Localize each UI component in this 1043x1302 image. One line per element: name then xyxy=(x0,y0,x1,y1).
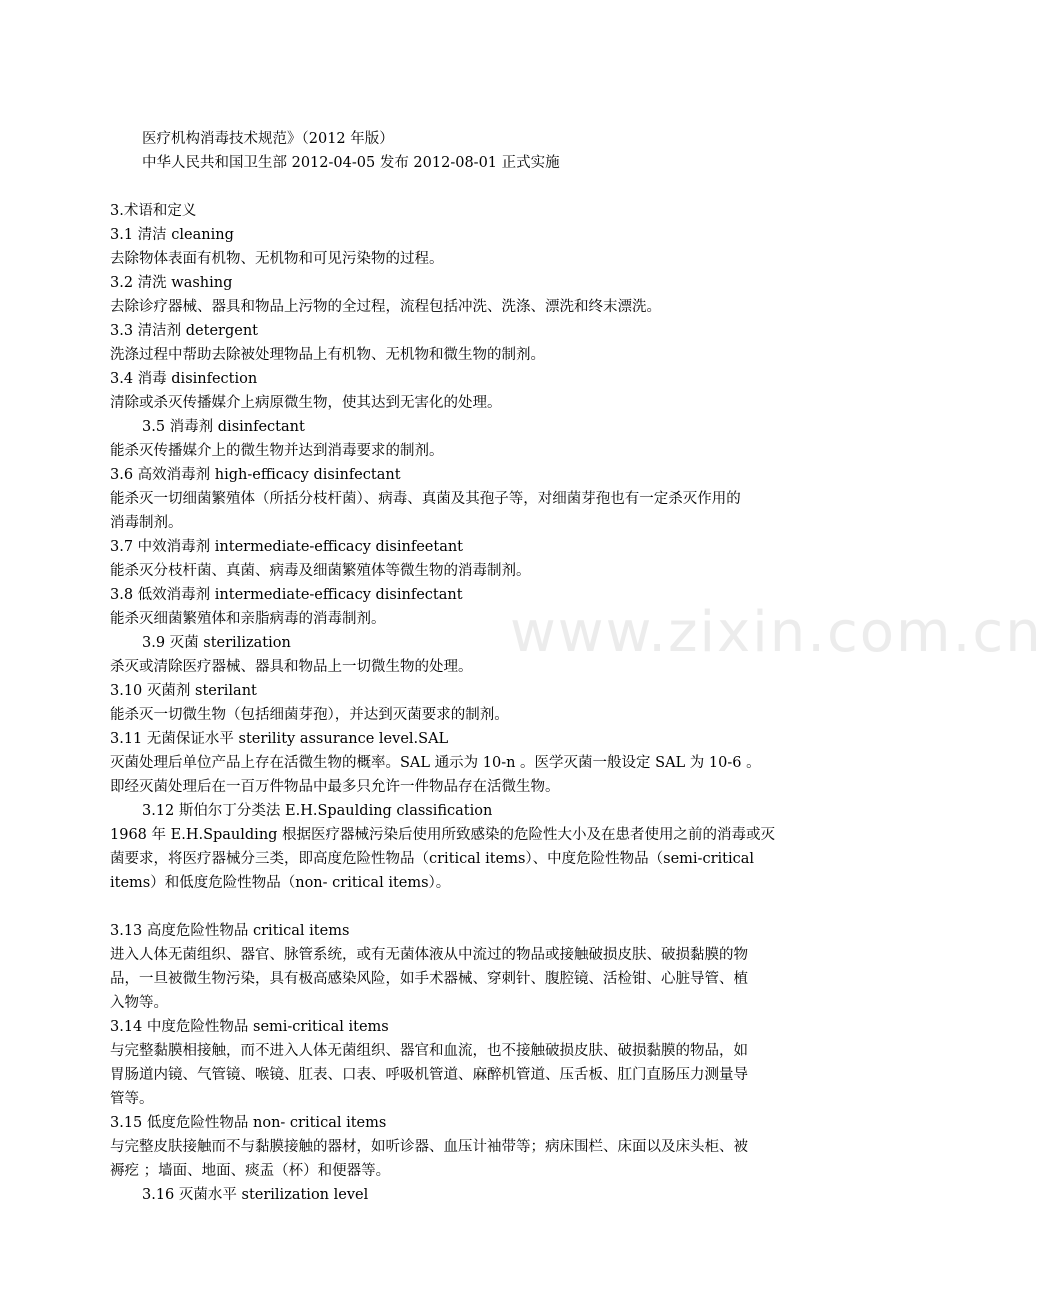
term-heading: 3.11 无菌保证水平 sterility assurance level.SAL xyxy=(110,731,449,747)
publication-info: 中华人民共和国卫生部 2012-04-05 发布 2012-08-01 正式实施 xyxy=(142,155,560,171)
term-heading: 3.13 高度危险性物品 critical items xyxy=(110,923,350,939)
watermark: www.zixin.com.cn xyxy=(510,600,1043,665)
definition-text: 去除物体表面有机物、无机物和可见污染物的过程。 xyxy=(110,251,444,267)
section-heading: 3.术语和定义 xyxy=(110,203,197,219)
definition-text: 品，一旦被微生物污染，具有极高感染风险，如手术器械、穿刺针、腹腔镜、活检钳、心脏导管、植 xyxy=(110,971,748,987)
term-heading: 3.15 低度危险性物品 non- critical items xyxy=(110,1115,387,1131)
term-heading: 3.9 灭菌 sterilization xyxy=(142,635,291,651)
definition-text: 能杀灭一切微生物（包括细菌芽孢），并达到灭菌要求的制剂。 xyxy=(110,707,509,723)
term-heading: 3.7 中效消毒剂 intermediate-efficacy disinfeetant xyxy=(110,539,464,555)
definition-text: 清除或杀灭传播媒介上病原微生物，使其达到无害化的处理。 xyxy=(110,395,502,411)
definition-text: 褥疙 ；墙面、地面、痰盂（杯）和便器等。 xyxy=(110,1163,391,1179)
definition-text: 菌要求，将医疗器械分三类，即高度危险性物品（critical items）、中度危险性物品（semi-critical xyxy=(110,851,755,867)
definition-text: 能杀灭一切细菌繁殖体（所括分枝杆菌）、病毒、真菌及其孢子等，对细菌芽孢也有一定杀灭作用的 xyxy=(110,491,741,507)
term-heading: 3.1 清洁 cleaning xyxy=(110,227,234,243)
term-heading: 3.3 清洁剂 detergent xyxy=(110,323,259,339)
term-heading: 3.5 消毒剂 disinfectant xyxy=(142,419,305,435)
definition-text: 与完整皮肤接触而不与黏膜接触的器材，如听诊器、血压计袖带等；病床围栏、床面以及床头柜、被 xyxy=(110,1139,748,1155)
document-title: 医疗机构消毒技术规范》（2012 年版） xyxy=(142,131,394,147)
definition-text: items）和低度危险性物品（non- critical items）。 xyxy=(110,875,451,891)
definition-text: 能杀灭细菌繁殖体和亲脂病毒的消毒制剂。 xyxy=(110,611,386,627)
definition-text: 入物等。 xyxy=(110,995,168,1011)
definition-text: 灭菌处理后单位产品上存在活微生物的概率。SAL 通示为 10-n 。医学灭菌一般设定 SAL 为 10-6 。 xyxy=(110,755,761,771)
term-heading: 3.12 斯伯尔丁分类法 E.H.Spaulding classification xyxy=(142,803,493,819)
term-heading: 3.14 中度危险性物品 semi-critical items xyxy=(110,1019,389,1035)
term-heading: 3.8 低效消毒剂 intermediate-efficacy disinfectant xyxy=(110,587,463,603)
definition-text: 消毒制剂。 xyxy=(110,515,183,531)
definition-text: 管等。 xyxy=(110,1091,154,1107)
definition-text: 洗涤过程中帮助去除被处理物品上有机物、无机物和微生物的制剂。 xyxy=(110,347,545,363)
definition-text: 能杀灭传播媒介上的微生物并达到消毒要求的制剂。 xyxy=(110,443,444,459)
definition-text: 去除诊疗器械、器具和物品上污物的全过程，流程包括冲洗、洗涤、漂洗和终末漂洗。 xyxy=(110,299,661,315)
term-heading: 3.4 消毒 disinfection xyxy=(110,371,258,387)
term-heading: 3.10 灭菌剂 sterilant xyxy=(110,683,257,699)
definition-text: 即经灭菌处理后在一百万件物品中最多只允许一件物品存在活微生物。 xyxy=(110,779,560,795)
term-heading: 3.2 清洗 washing xyxy=(110,275,233,291)
definition-text: 能杀灭分枝杆菌、真菌、病毒及细菌繁殖体等微生物的消毒制剂。 xyxy=(110,563,531,579)
term-heading: 3.6 高效消毒剂 high-efficacy disinfectant xyxy=(110,467,401,483)
definition-text: 与完整黏膜相接触，而不进入人体无菌组织、器官和血流，也不接触破损皮肤、破损黏膜的物品，如 xyxy=(110,1043,748,1059)
definition-text: 1968 年 E.H.Spaulding 根据医疗器械污染后使用所致感染的危险性大小及在患者使用之前的消毒或灭 xyxy=(110,827,776,843)
definition-text: 杀灭或清除医疗器械、器具和物品上一切微生物的处理。 xyxy=(110,659,473,675)
definition-text: 胃肠道内镜、气管镜、喉镜、肛表、口表、呼吸机管道、麻醉机管道、压舌板、肛门直肠压力测量导 xyxy=(110,1067,748,1083)
term-heading: 3.16 灭菌水平 sterilization level xyxy=(142,1187,369,1203)
definition-text: 进入人体无菌组织、器官、脉管系统，或有无菌体液从中流过的物品或接触破损皮肤、破损黏膜的物 xyxy=(110,947,748,963)
